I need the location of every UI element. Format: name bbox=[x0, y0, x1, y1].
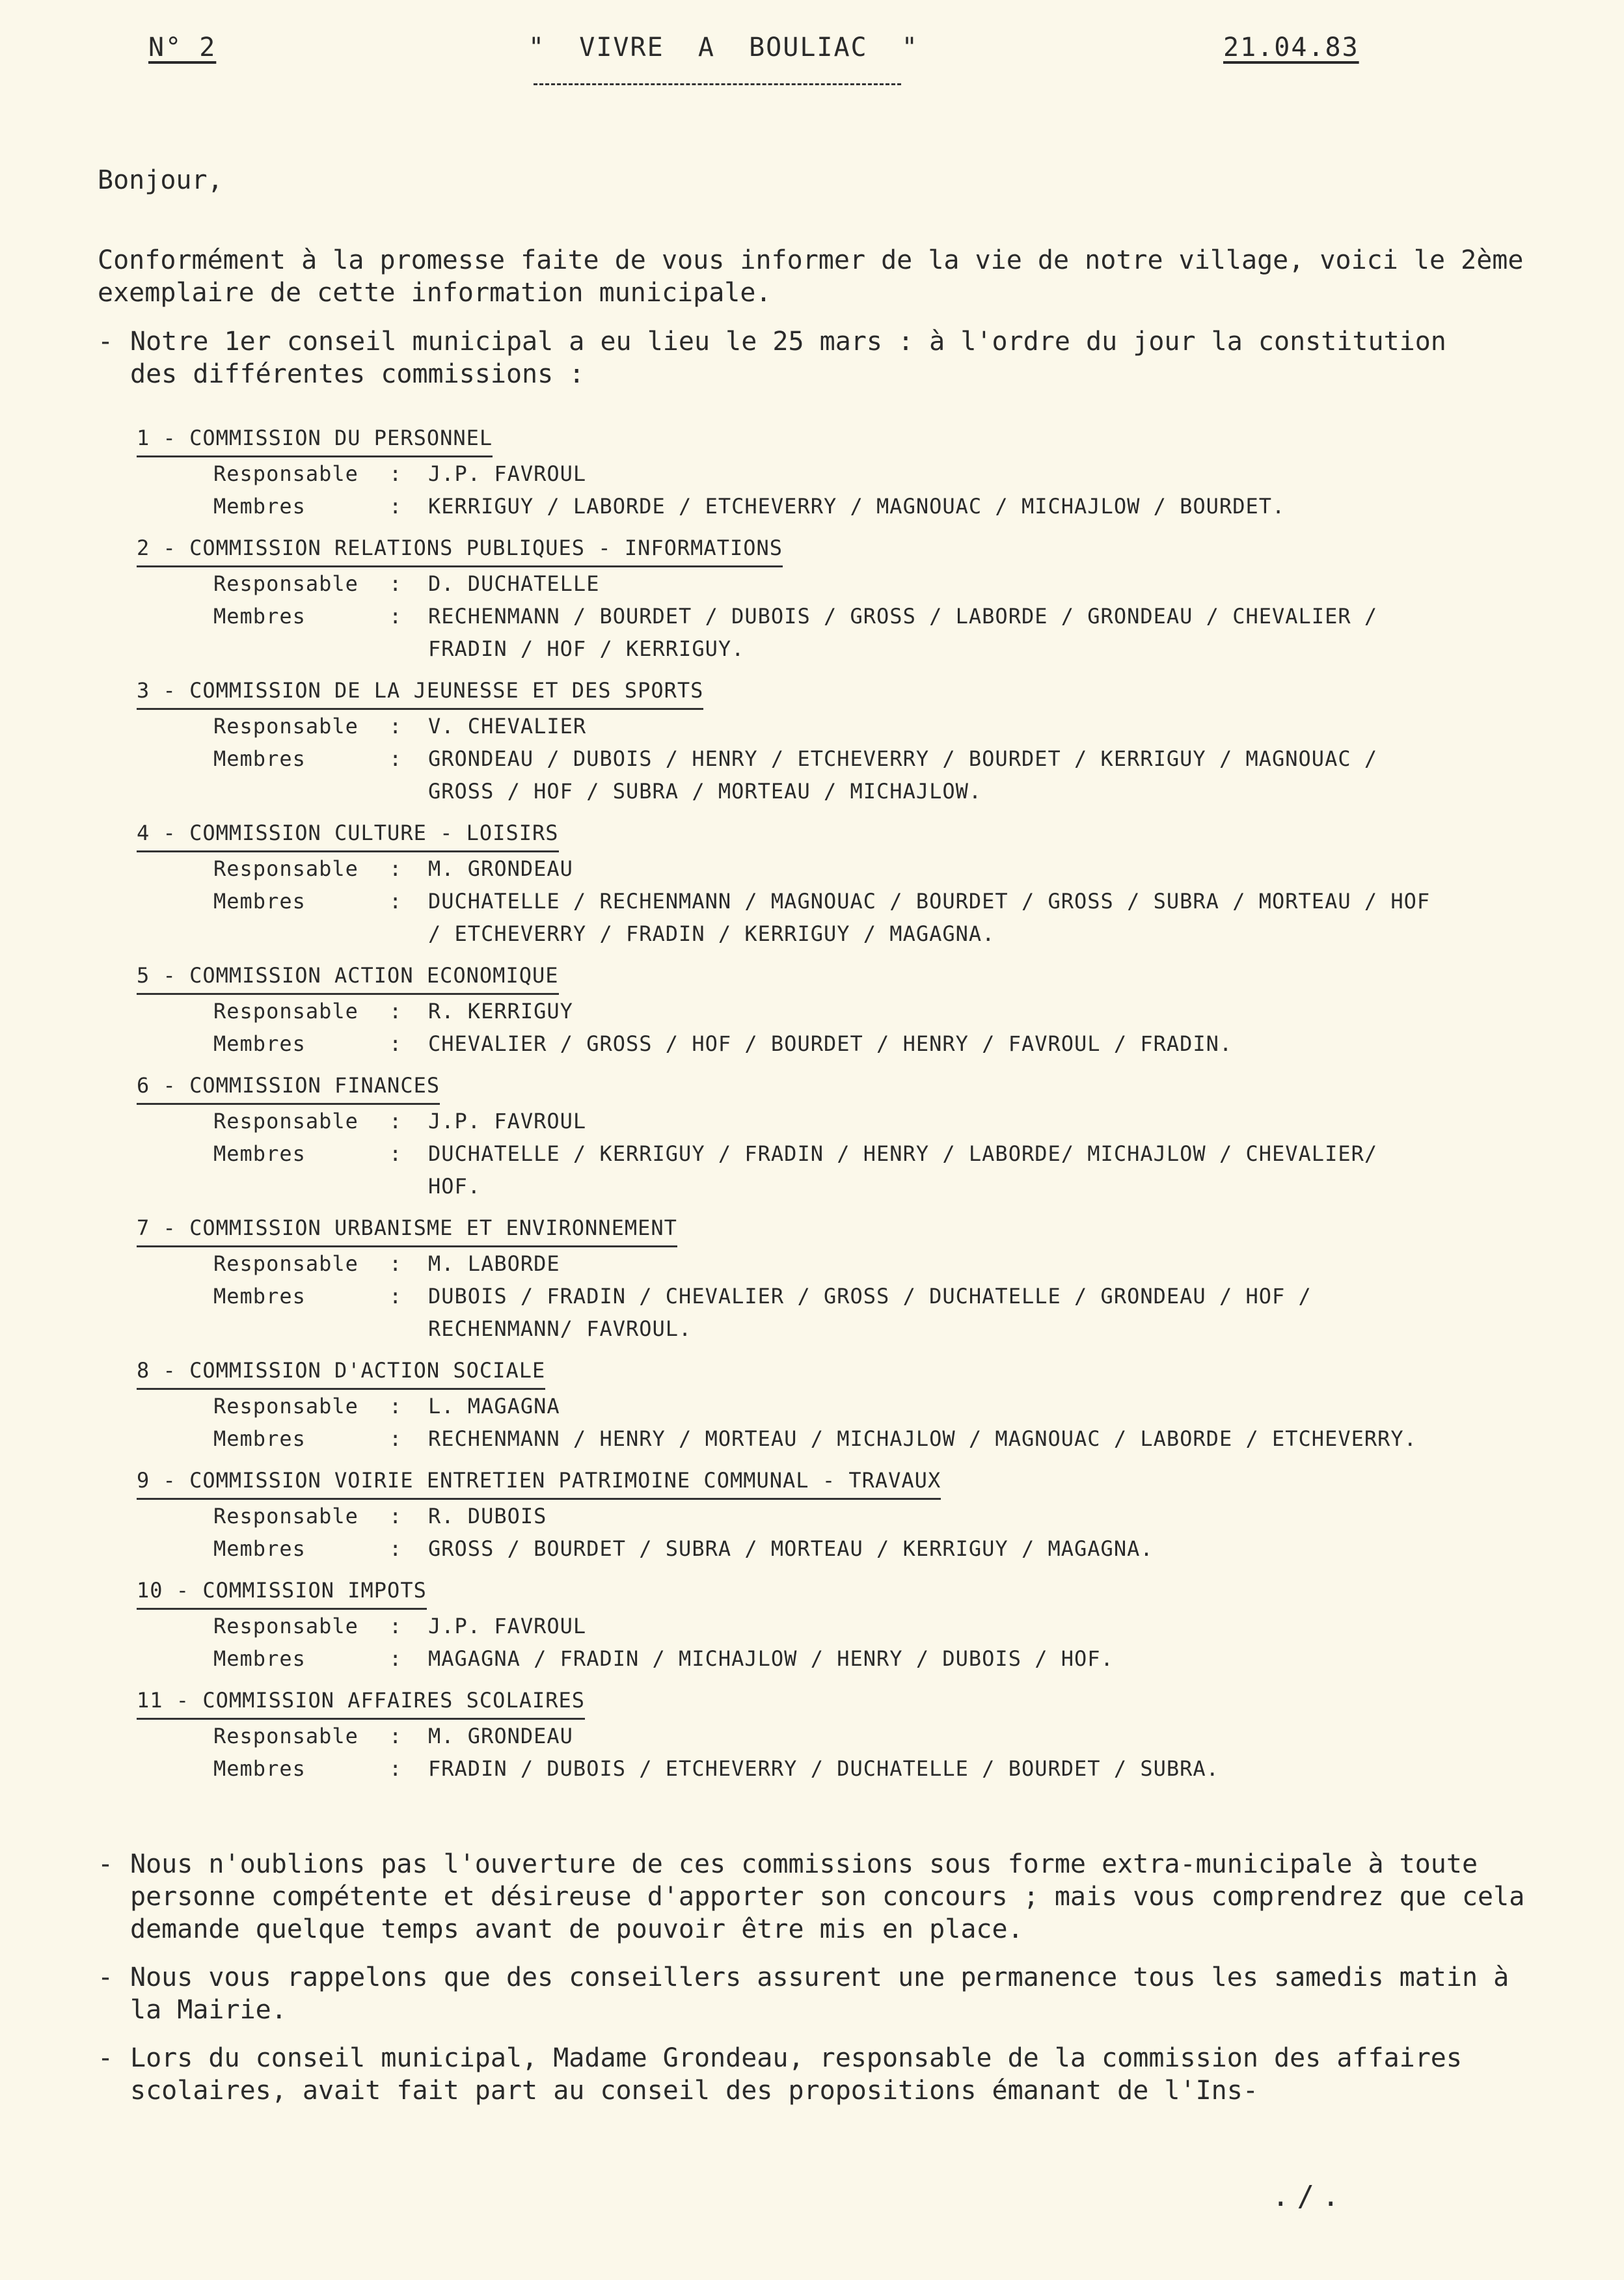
colon: : bbox=[389, 856, 403, 881]
paragraph-text: Lors du conseil municipal, Madame Grondeau, responsable de la commission des affaires scolaires, avait fait part au conseil des propositions émanant de l'Ins- bbox=[130, 2043, 1462, 2106]
responsable-name: R. KERRIGUY bbox=[428, 999, 573, 1024]
commission-title: 5 - COMMISSION ACTION ECONOMIQUE bbox=[137, 959, 559, 995]
commission-5 bbox=[137, 959, 1503, 1060]
colon: : bbox=[389, 714, 403, 739]
commission-3 bbox=[137, 674, 1503, 808]
paragraph-permanence bbox=[98, 1961, 1529, 2026]
commission-10 bbox=[137, 1574, 1503, 1675]
colon: : bbox=[389, 571, 403, 596]
responsable-name: V. CHEVALIER bbox=[428, 714, 587, 739]
colon: : bbox=[389, 1724, 403, 1748]
colon: : bbox=[389, 1504, 403, 1528]
membres-label: Membres bbox=[213, 1536, 306, 1561]
responsable-label: Responsable bbox=[213, 1394, 359, 1418]
commission-4 bbox=[137, 817, 1503, 950]
colon: : bbox=[389, 999, 403, 1024]
responsable-name: D. DUCHATELLE bbox=[428, 571, 600, 596]
colon: : bbox=[389, 889, 403, 914]
responsable-label: Responsable bbox=[213, 461, 359, 486]
colon: : bbox=[389, 1426, 403, 1451]
commission-8 bbox=[137, 1354, 1503, 1455]
colon: : bbox=[389, 1109, 403, 1133]
responsable-name: J.P. FAVROUL bbox=[428, 461, 587, 486]
commission-title: 9 - COMMISSION VOIRIE ENTRETIEN PATRIMOINE COMMUNAL - TRAVAUX bbox=[137, 1464, 941, 1500]
commission-title: 4 - COMMISSION CULTURE - LOISIRS bbox=[137, 817, 559, 852]
responsable-name: M. LABORDE bbox=[428, 1251, 560, 1276]
paragraph-text: Nous n'oublions pas l'ouverture de ces commissions sous forme extra-municipale à toute personne compétente et désireuse d'apporter son concours ; mais vous comprendrez que cela demande quelque temps avant de pouvoir être mis en place. bbox=[130, 1849, 1525, 1944]
commission-11 bbox=[137, 1684, 1503, 1785]
commission-title: 1 - COMMISSION DU PERSONNEL bbox=[137, 422, 493, 457]
colon: : bbox=[389, 1536, 403, 1561]
membres-list: RECHENMANN / BOURDET / DUBOIS / GROSS / LABORDE / GRONDEAU / CHEVALIER / FRADIN / HOF / KERRIGUY. bbox=[428, 604, 1378, 661]
responsable-label: Responsable bbox=[213, 714, 359, 739]
membres-label: Membres bbox=[213, 1756, 306, 1781]
responsable-label: Responsable bbox=[213, 856, 359, 881]
colon: : bbox=[389, 1646, 403, 1671]
membres-list: FRADIN / DUBOIS / ETCHEVERRY / DUCHATELLE / BOURDET / SUBRA. bbox=[428, 1756, 1219, 1781]
paragraph-school-affairs bbox=[98, 2042, 1529, 2107]
responsable-label: Responsable bbox=[213, 1724, 359, 1748]
title-rule bbox=[534, 83, 901, 85]
bullet-dash: - bbox=[98, 327, 114, 357]
commission-title: 7 - COMMISSION URBANISME ET ENVIRONNEMENT bbox=[137, 1212, 677, 1247]
bullet-dash: - bbox=[98, 2043, 114, 2073]
responsable-name: M. GRONDEAU bbox=[428, 856, 573, 881]
membres-label: Membres bbox=[213, 604, 306, 629]
colon: : bbox=[389, 604, 403, 629]
membres-label: Membres bbox=[213, 889, 306, 914]
colon: : bbox=[389, 1141, 403, 1166]
responsable-name: J.P. FAVROUL bbox=[428, 1109, 587, 1133]
colon: : bbox=[389, 1284, 403, 1309]
responsable-name: R. DUBOIS bbox=[428, 1504, 547, 1528]
membres-list: DUCHATELLE / KERRIGUY / FRADIN / HENRY / LABORDE/ MICHAJLOW / CHEVALIER/ HOF. bbox=[428, 1141, 1378, 1199]
responsable-label: Responsable bbox=[213, 1109, 359, 1133]
commission-title: 2 - COMMISSION RELATIONS PUBLIQUES - INFORMATIONS bbox=[137, 532, 783, 567]
council-paragraph-text: Notre 1er conseil municipal a eu lieu le 25 mars : à l'ordre du jour la constitution des différentes commissions : bbox=[130, 327, 1446, 389]
newsletter-title: " VIVRE A BOULIAC " bbox=[528, 33, 919, 62]
colon: : bbox=[389, 461, 403, 486]
continued-marker: ./. bbox=[1272, 2180, 1347, 2213]
intro-paragraph: Conformément à la promesse faite de vous informer de la vie de notre village, voici le 2ème exemplaire de cette information municipale. bbox=[98, 245, 1524, 308]
responsable-label: Responsable bbox=[213, 999, 359, 1024]
commission-7 bbox=[137, 1212, 1503, 1345]
membres-label: Membres bbox=[213, 1426, 306, 1451]
paragraph-text: Nous vous rappelons que des conseillers assurent une permanence tous les samedis matin à la Mairie. bbox=[130, 1962, 1509, 2025]
commission-list bbox=[137, 422, 1503, 1794]
colon: : bbox=[389, 1031, 403, 1056]
colon: : bbox=[389, 1756, 403, 1781]
commission-6 bbox=[137, 1069, 1503, 1202]
colon: : bbox=[389, 746, 403, 771]
commission-9 bbox=[137, 1464, 1503, 1565]
greeting: Bonjour, bbox=[98, 165, 223, 195]
membres-label: Membres bbox=[213, 1284, 306, 1309]
responsable-name: J.P. FAVROUL bbox=[428, 1614, 587, 1638]
commission-title: 10 - COMMISSION IMPOTS bbox=[137, 1574, 427, 1610]
commission-1 bbox=[137, 422, 1503, 522]
membres-label: Membres bbox=[213, 746, 306, 771]
council-paragraph bbox=[98, 325, 1496, 390]
responsable-label: Responsable bbox=[213, 1614, 359, 1638]
membres-label: Membres bbox=[213, 1646, 306, 1671]
membres-list: MAGAGNA / FRADIN / MICHAJLOW / HENRY / DUBOIS / HOF. bbox=[428, 1646, 1114, 1671]
membres-list: GRONDEAU / DUBOIS / HENRY / ETCHEVERRY / BOURDET / KERRIGUY / MAGNOUAC / GROSS / HOF / SUBRA / MORTEAU / MICHAJLOW. bbox=[428, 746, 1378, 804]
issue-number: N° 2 bbox=[148, 33, 217, 62]
colon: : bbox=[389, 1394, 403, 1418]
colon: : bbox=[389, 1614, 403, 1638]
commission-title: 8 - COMMISSION D'ACTION SOCIALE bbox=[137, 1354, 545, 1390]
commission-2 bbox=[137, 532, 1503, 665]
membres-list: RECHENMANN / HENRY / MORTEAU / MICHAJLOW / MAGNOUAC / LABORDE / ETCHEVERRY. bbox=[428, 1426, 1417, 1451]
bullet-dash: - bbox=[98, 1962, 114, 1992]
commission-title: 6 - COMMISSION FINANCES bbox=[137, 1069, 440, 1105]
responsable-label: Responsable bbox=[213, 1251, 359, 1276]
responsable-name: L. MAGAGNA bbox=[428, 1394, 560, 1418]
commission-title: 11 - COMMISSION AFFAIRES SCOLAIRES bbox=[137, 1684, 585, 1720]
membres-list: DUCHATELLE / RECHENMANN / MAGNOUAC / BOURDET / GROSS / SUBRA / MORTEAU / HOF / ETCHEVERRY / FRADIN / KERRIGUY / MAGAGNA. bbox=[428, 889, 1431, 946]
bullet-dash: - bbox=[98, 1849, 114, 1879]
colon: : bbox=[389, 494, 403, 519]
membres-label: Membres bbox=[213, 494, 306, 519]
responsable-label: Responsable bbox=[213, 571, 359, 596]
membres-label: Membres bbox=[213, 1141, 306, 1166]
commission-title: 3 - COMMISSION DE LA JEUNESSE ET DES SPORTS bbox=[137, 674, 703, 710]
responsable-name: M. GRONDEAU bbox=[428, 1724, 573, 1748]
responsable-label: Responsable bbox=[213, 1504, 359, 1528]
membres-list: KERRIGUY / LABORDE / ETCHEVERRY / MAGNOUAC / MICHAJLOW / BOURDET. bbox=[428, 494, 1286, 519]
paragraph-extra-municipal bbox=[98, 1848, 1529, 1946]
closing-paragraphs bbox=[98, 1848, 1529, 2123]
issue-date: 21.04.83 bbox=[1223, 33, 1359, 62]
membres-list: DUBOIS / FRADIN / CHEVALIER / GROSS / DUCHATELLE / GRONDEAU / HOF / RECHENMANN/ FAVROUL. bbox=[428, 1284, 1312, 1341]
membres-list: CHEVALIER / GROSS / HOF / BOURDET / HENRY / FAVROUL / FRADIN. bbox=[428, 1031, 1233, 1056]
membres-label: Membres bbox=[213, 1031, 306, 1056]
colon: : bbox=[389, 1251, 403, 1276]
membres-list: GROSS / BOURDET / SUBRA / MORTEAU / KERRIGUY / MAGAGNA. bbox=[428, 1536, 1154, 1561]
